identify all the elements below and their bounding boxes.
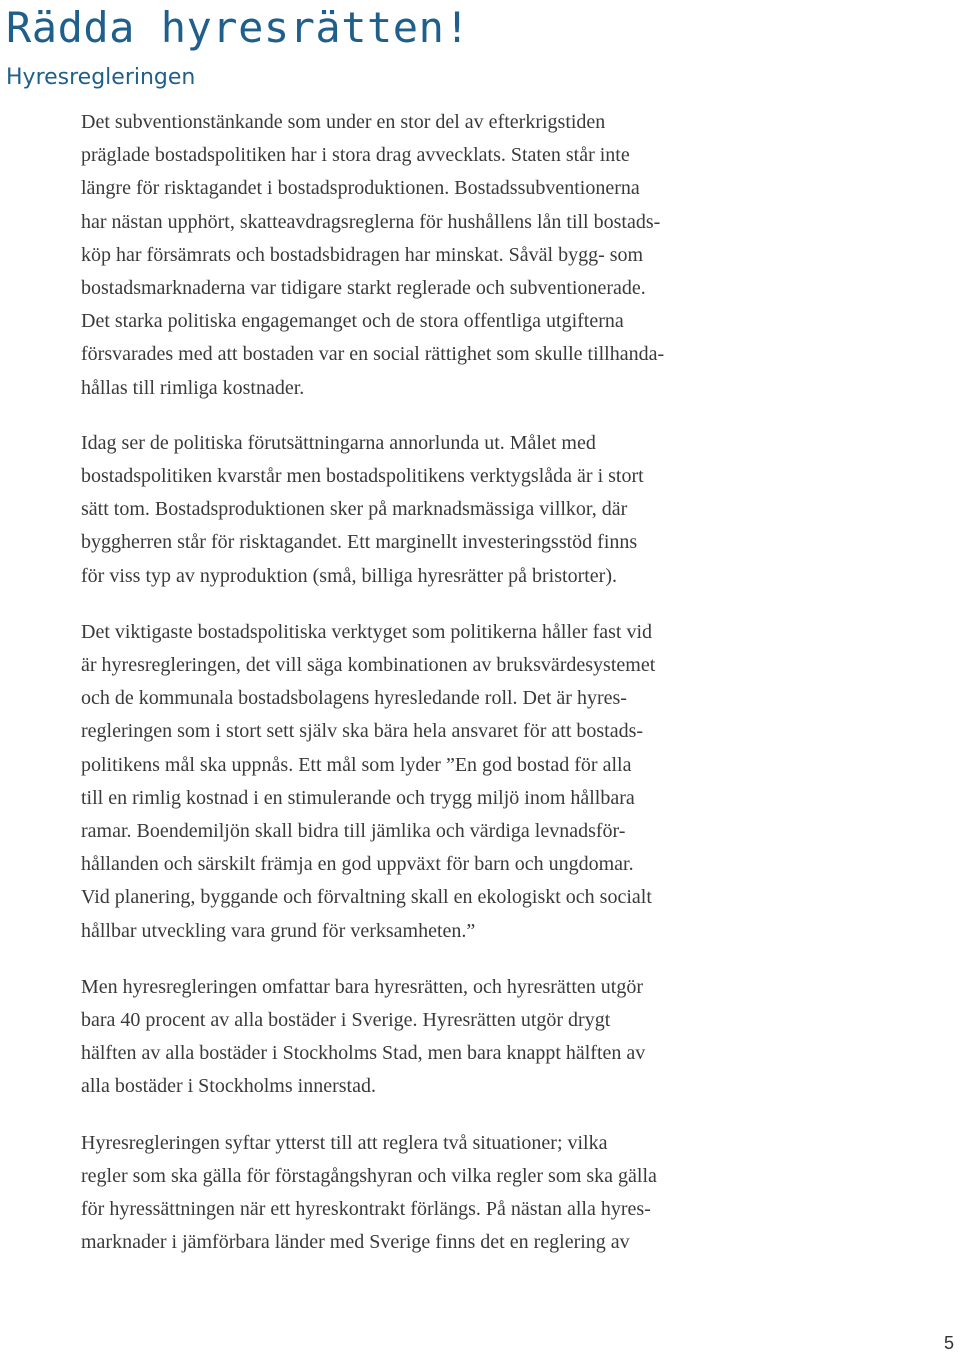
text-line: ramar. Boendemiljön skall bidra till jämlika och värdiga levnadsför-: [81, 820, 626, 843]
text-line: köp har försämrats och bostadsbidragen har minskat. Såväl bygg- som: [81, 243, 644, 266]
text-line: marknader i jämförbara länder med Sverige finns det en reglering av: [81, 1231, 630, 1254]
text-line: Vid planering, byggande och förvaltning skall en ekologiskt och socialt: [81, 886, 652, 909]
text-line: regler som ska gälla för förstagångshyran och vilka regler som ska gälla: [81, 1164, 657, 1187]
paragraph-2: [81, 427, 781, 593]
text-line: hållbar utveckling vara grund för verksamheten.”: [81, 919, 476, 942]
text-line: bara 40 procent av alla bostäder i Sverige. Hyresrätten utgör drygt: [81, 1009, 611, 1032]
text-line: för viss typ av nyproduktion (små, billiga hyresrätter på bristorter).: [81, 564, 617, 587]
text-line: hållas till rimliga kostnader.: [81, 376, 305, 399]
text-line: Det viktigaste bostadspolitiska verktyget som politikerna håller fast vid: [81, 620, 652, 643]
text-line: regleringen som i stort sett själv ska bära hela ansvaret för att bostads-: [81, 720, 644, 743]
text-line: Hyresregleringen syftar ytterst till att reglera två situationer; vilka: [81, 1131, 608, 1154]
text-line: har nästan upphört, skatteavdragsreglerna för hushållens lån till bostads-: [81, 210, 661, 233]
paragraph-3: [81, 616, 781, 948]
text-line: är hyresregleringen, det vill säga kombinationen av bruksvärdesystemet: [81, 654, 656, 677]
text-line: Idag ser de politiska förutsättningarna annorlunda ut. Målet med: [81, 431, 596, 454]
text-line: hållanden och särskilt främja en god uppväxt för barn och ungdomar.: [81, 853, 634, 876]
text-line: längre för risktagandet i bostadsproduktionen. Bostadssubventionerna: [81, 177, 640, 200]
document-body: [81, 106, 781, 1260]
paragraph-spacer: [81, 1104, 781, 1127]
text-line: försvarades med att bostaden var en social rättighet som skulle tillhanda-: [81, 343, 665, 366]
text-line: byggherren står för risktagandet. Ett marginellt investeringsstöd finns: [81, 531, 638, 554]
text-line: och de kommunala bostadsbolagens hyresledande roll. Det är hyres-: [81, 687, 627, 710]
text-line: bostadsmarknaderna var tidigare starkt reglerade och subventionerade.: [81, 277, 646, 300]
text-line: Men hyresregleringen omfattar bara hyresrätten, och hyresrätten utgör: [81, 975, 643, 998]
text-line: hälften av alla bostäder i Stockholms Stad, men bara knappt hälften av: [81, 1042, 646, 1065]
text-line: alla bostäder i Stockholms innerstad.: [81, 1075, 376, 1098]
page-number: 5: [943, 1333, 954, 1353]
paragraph-5: [81, 1127, 781, 1260]
paragraph-1: [81, 106, 781, 405]
text-line: präglade bostadspolitiken har i stora drag avvecklats. Staten står inte: [81, 144, 630, 167]
text-line: Det subventionstänkande som under en stor del av efterkrigstiden: [81, 111, 606, 133]
text-line: för hyressättningen när ett hyreskontrakt förlängs. På nästan alla hyres-: [81, 1198, 651, 1221]
text-line: bostadspolitiken kvarstår men bostadspolitikens verktygslåda är i stort: [81, 465, 644, 488]
paragraph-spacer: [81, 948, 781, 971]
paragraph-spacer: [81, 405, 781, 427]
text-line: Det starka politiska engagemanget och de stora offentliga utgifterna: [81, 310, 624, 333]
page-title: Rädda hyresrätten!: [6, 3, 471, 52]
paragraph-spacer: [81, 593, 781, 616]
section-heading: Hyresregleringen: [6, 65, 196, 90]
paragraph-4: [81, 971, 781, 1104]
text-line: politikens mål ska uppnås. Ett mål som lyder ”En god bostad för alla: [81, 753, 632, 776]
text-line: till en rimlig kostnad i en stimulerande och trygg miljö inom hållbara: [81, 786, 635, 809]
text-line: sätt tom. Bostadsproduktionen sker på marknadsmässiga villkor, där: [81, 498, 628, 521]
